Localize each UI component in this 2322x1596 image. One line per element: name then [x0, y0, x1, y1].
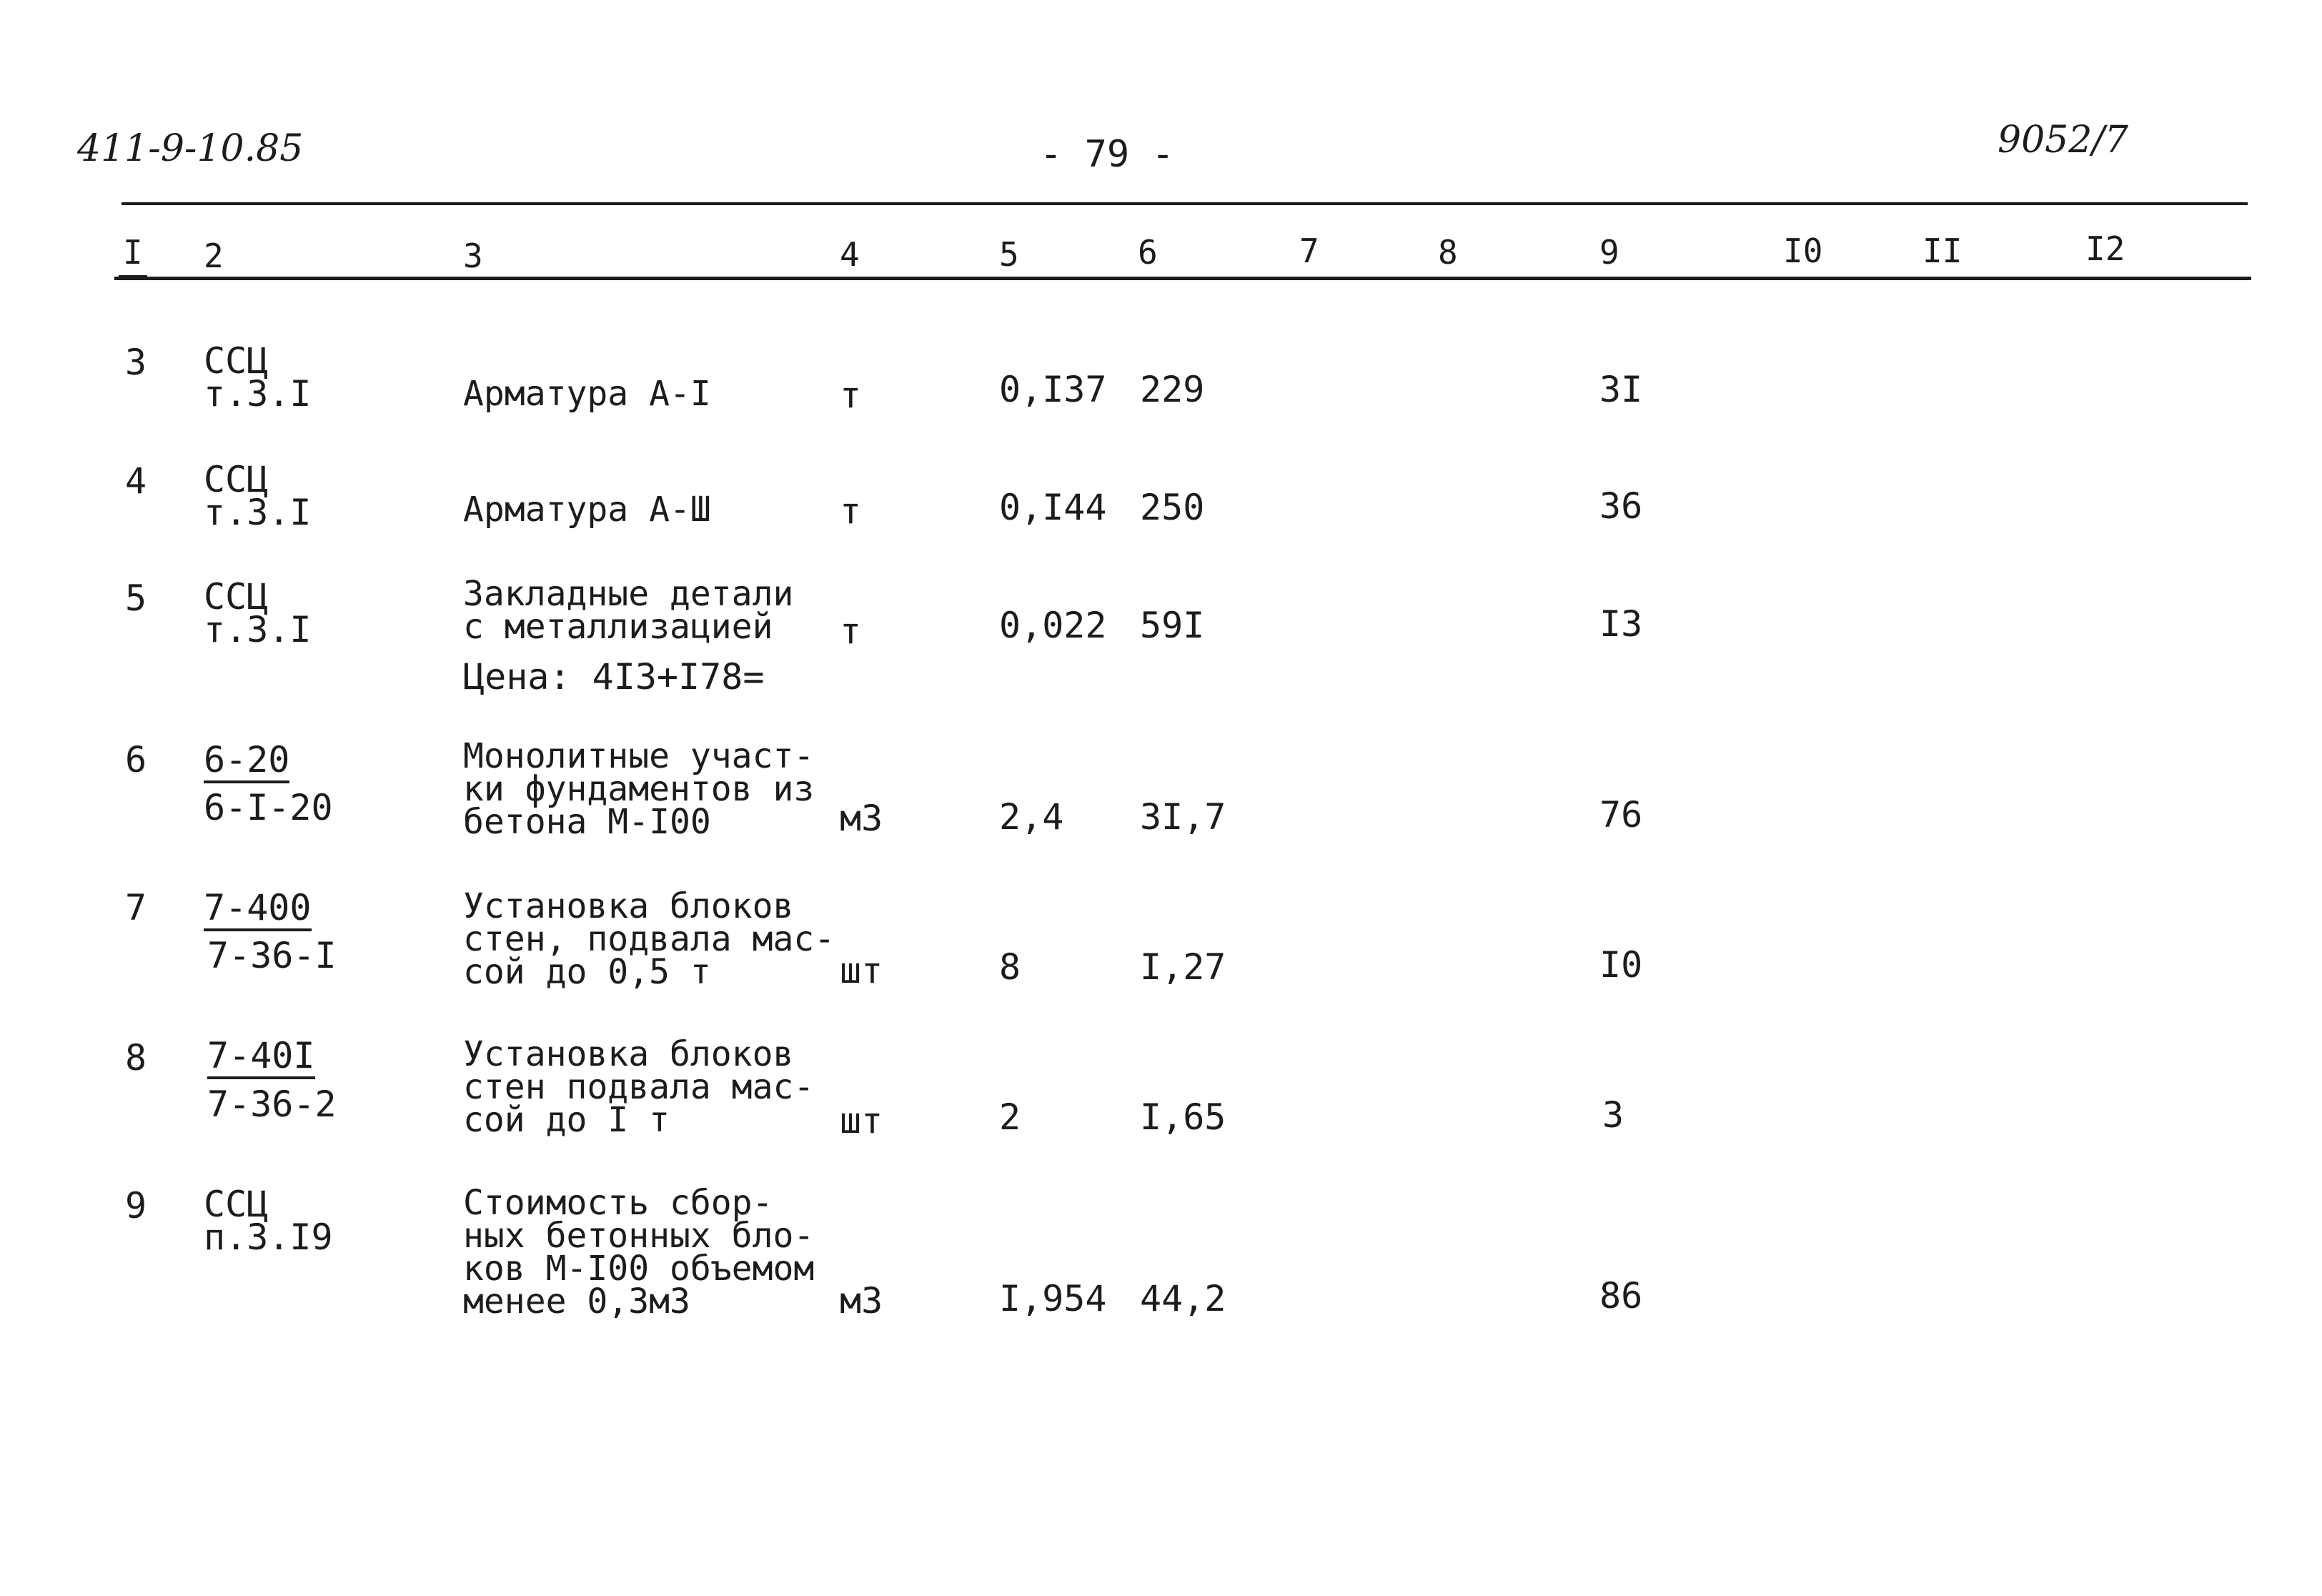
quantity: 2 — [999, 1096, 1021, 1138]
price-note: Цена: 4I3+I78= — [463, 656, 765, 698]
quantity: 8 — [999, 946, 1021, 988]
unit-price: 229 — [1140, 369, 1205, 410]
page-number: - 79 - — [1040, 133, 1174, 176]
unit: м3 — [840, 798, 883, 839]
document-code: 411-9-10.85 — [77, 127, 304, 170]
top-rule — [121, 202, 2248, 205]
column-header: 5 — [999, 235, 1019, 274]
row-number: 3 — [125, 342, 147, 383]
row-number: 4 — [125, 460, 147, 502]
resource-code: ССЦ т.3.I — [204, 459, 312, 533]
unit-price: I,65 — [1140, 1096, 1226, 1138]
unit: т — [840, 610, 862, 652]
column-header: 2 — [204, 237, 224, 275]
column-header: I2 — [2085, 229, 2125, 268]
column-header: I0 — [1783, 232, 1823, 270]
column-header: 9 — [1599, 233, 1619, 272]
column-header: 6 — [1138, 233, 1158, 272]
work-description: Арматура А-I — [463, 374, 711, 414]
quantity: 0,I44 — [999, 487, 1107, 528]
row-number: 9 — [125, 1185, 147, 1226]
work-description: Установка блоков стен подвала мас- сой до I т — [463, 1034, 815, 1140]
unit: т — [840, 375, 862, 416]
work-description: Арматура А-Ш — [463, 490, 711, 530]
resource-code-denominator: 7-36-2 — [207, 1084, 337, 1125]
total-cost: I0 — [1599, 944, 1643, 986]
total-cost: 3 — [1602, 1094, 1624, 1136]
resource-code: ССЦ т.3.I — [204, 340, 312, 415]
column-header: 3 — [463, 237, 483, 275]
resource-code-numerator — [207, 1035, 315, 1079]
code-top: 7-400 — [204, 890, 312, 931]
unit: шт — [840, 950, 883, 991]
unit: м3 — [840, 1280, 883, 1322]
unit-price: I,27 — [1140, 946, 1226, 988]
resource-code-numerator — [204, 739, 290, 783]
row-number: 8 — [125, 1037, 147, 1079]
unit-price: 44,2 — [1140, 1278, 1226, 1319]
work-description: Стоимость сбор- ных бетонных бло- ков М-I00 объемом менее 0,3м3 — [463, 1183, 815, 1322]
resource-code: ССЦ т.3.I — [204, 576, 312, 650]
resource-code-denominator: 6-I-20 — [204, 787, 333, 828]
column-1-underline — [119, 275, 147, 278]
quantity: 2,4 — [999, 796, 1064, 838]
work-description: Закладные детали с металлизацией — [463, 574, 794, 647]
work-description: Установка блоков стен, подвала мас- сой до 0,5 т — [463, 886, 835, 992]
unit: шт — [840, 1100, 883, 1141]
total-cost: 86 — [1599, 1275, 1643, 1317]
quantity: 0,I37 — [999, 369, 1107, 410]
total-cost: 76 — [1599, 794, 1643, 836]
unit-price: 3I,7 — [1140, 796, 1226, 838]
work-description: Монолитные участ- ки фундаментов из бетона М-I00 — [463, 736, 815, 842]
total-cost: 36 — [1599, 485, 1643, 527]
unit-price: 59I — [1140, 605, 1205, 646]
row-number: 6 — [125, 739, 147, 780]
column-header: 8 — [1438, 233, 1458, 272]
total-cost: 3I — [1599, 369, 1643, 410]
sheet-reference: 9052/7 — [1998, 119, 2128, 162]
code-top: 6-20 — [204, 742, 289, 783]
resource-code-denominator: 7-36-I — [207, 935, 337, 976]
resource-code: ССЦ п.3.I9 — [204, 1184, 333, 1258]
column-header: 7 — [1299, 232, 1319, 270]
row-number: 7 — [125, 887, 147, 928]
column-header: 4 — [840, 235, 860, 274]
unit: т — [840, 490, 862, 532]
quantity: 0,022 — [999, 605, 1107, 646]
resource-code-numerator — [204, 887, 312, 931]
column-header: II — [1922, 232, 1963, 270]
row-number: 5 — [125, 578, 147, 619]
quantity: I,954 — [999, 1278, 1107, 1319]
code-top: 7-40I — [207, 1038, 315, 1079]
unit-price: 250 — [1140, 487, 1205, 528]
total-cost: I3 — [1599, 603, 1643, 645]
column-header: I — [123, 233, 143, 272]
header-rule — [114, 277, 2251, 280]
